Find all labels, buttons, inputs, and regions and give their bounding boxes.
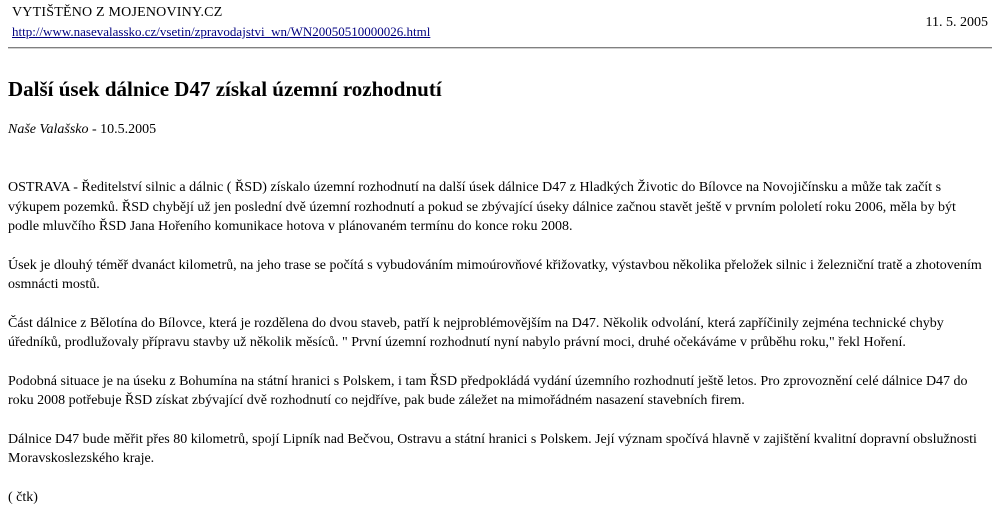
article-paragraph: Dálnice D47 bude měřit přes 80 kilometrů, spojí Lipník nad Bečvou, Ostravu a státní hranici s Polskem. Její význam spočívá hlavně v zajištění kvalitní dopravní obslužnosti Moravskoslezského kraje.	[8, 431, 977, 466]
article-body	[8, 178, 988, 526]
article-title: Další úsek dálnice D47 získal územní rozhodnutí	[8, 77, 442, 101]
site-title: VYTIŠTĚNO Z MOJENOVINY.CZ	[12, 5, 223, 20]
article-paragraph: Podobná situace je na úseku z Bohumína na státní hranici s Polskem, i tam ŘSD předpokládá vydání územního rozhodnutí ještě letos. Pro zprovoznění celé dálnice D47 do roku 2008 potřebuje ŘSD získat zbývající dvě rozhodnutí co nejdříve, pak bude záležet na mimořádném nasazení stavebních firem.	[8, 373, 968, 408]
source-url-link[interactable]: http://www.nasevalassko.cz/vsetin/zpravodajstvi_wn/WN20050510000026.html	[12, 24, 431, 39]
byline	[8, 121, 156, 139]
article-paragraph: Úsek je dlouhý téměř dvanáct kilometrů, na jeho trase se počítá s vybudováním mimoúrovňové křižovatky, výstavbou několika přeložek silnic i železniční tratě a zhotovením osmnácti mostů.	[8, 257, 982, 292]
article-paragraph: Část dálnice z Bělotína do Bílovce, která je rozdělena do dvou staveb, patří k nejproblémovějším na D47. Několik odvolání, která zapříčinily zejména technické chyby úředníků, prodlužovaly přípravu stavby už několik měsíců. " První územní rozhodnutí nyní nabylo právní moci, druhé očekáváme v průběhu roku," řekl Hoření.	[8, 315, 944, 350]
article-date: - 10.5.2005	[88, 122, 157, 137]
article-source: Naše Valašsko	[8, 122, 89, 137]
print-header	[12, 4, 992, 44]
print-date: 11. 5. 2005	[925, 15, 988, 30]
article-credit: ( čtk)	[8, 489, 38, 505]
header-divider	[8, 47, 992, 49]
article-paragraph: OSTRAVA - Ředitelství silnic a dálnic ( ŘSD) získalo územní rozhodnutí na další úsek dálnice D47 z Hladkých Životic do Bílovce na Novojičínsku a může tak začít s výkupem pozemků. ŘSD chybějí už jen poslední dvě územní rozhodnutí a pokud se zbývající úseky dálnice začnou stavět ještě v prvním pololetí roku 2006, měla by být podle mluvčího ŘSD Jana Hořeního komunikace hotova v plánovaném termínu do konce roku 2008.	[8, 180, 956, 234]
